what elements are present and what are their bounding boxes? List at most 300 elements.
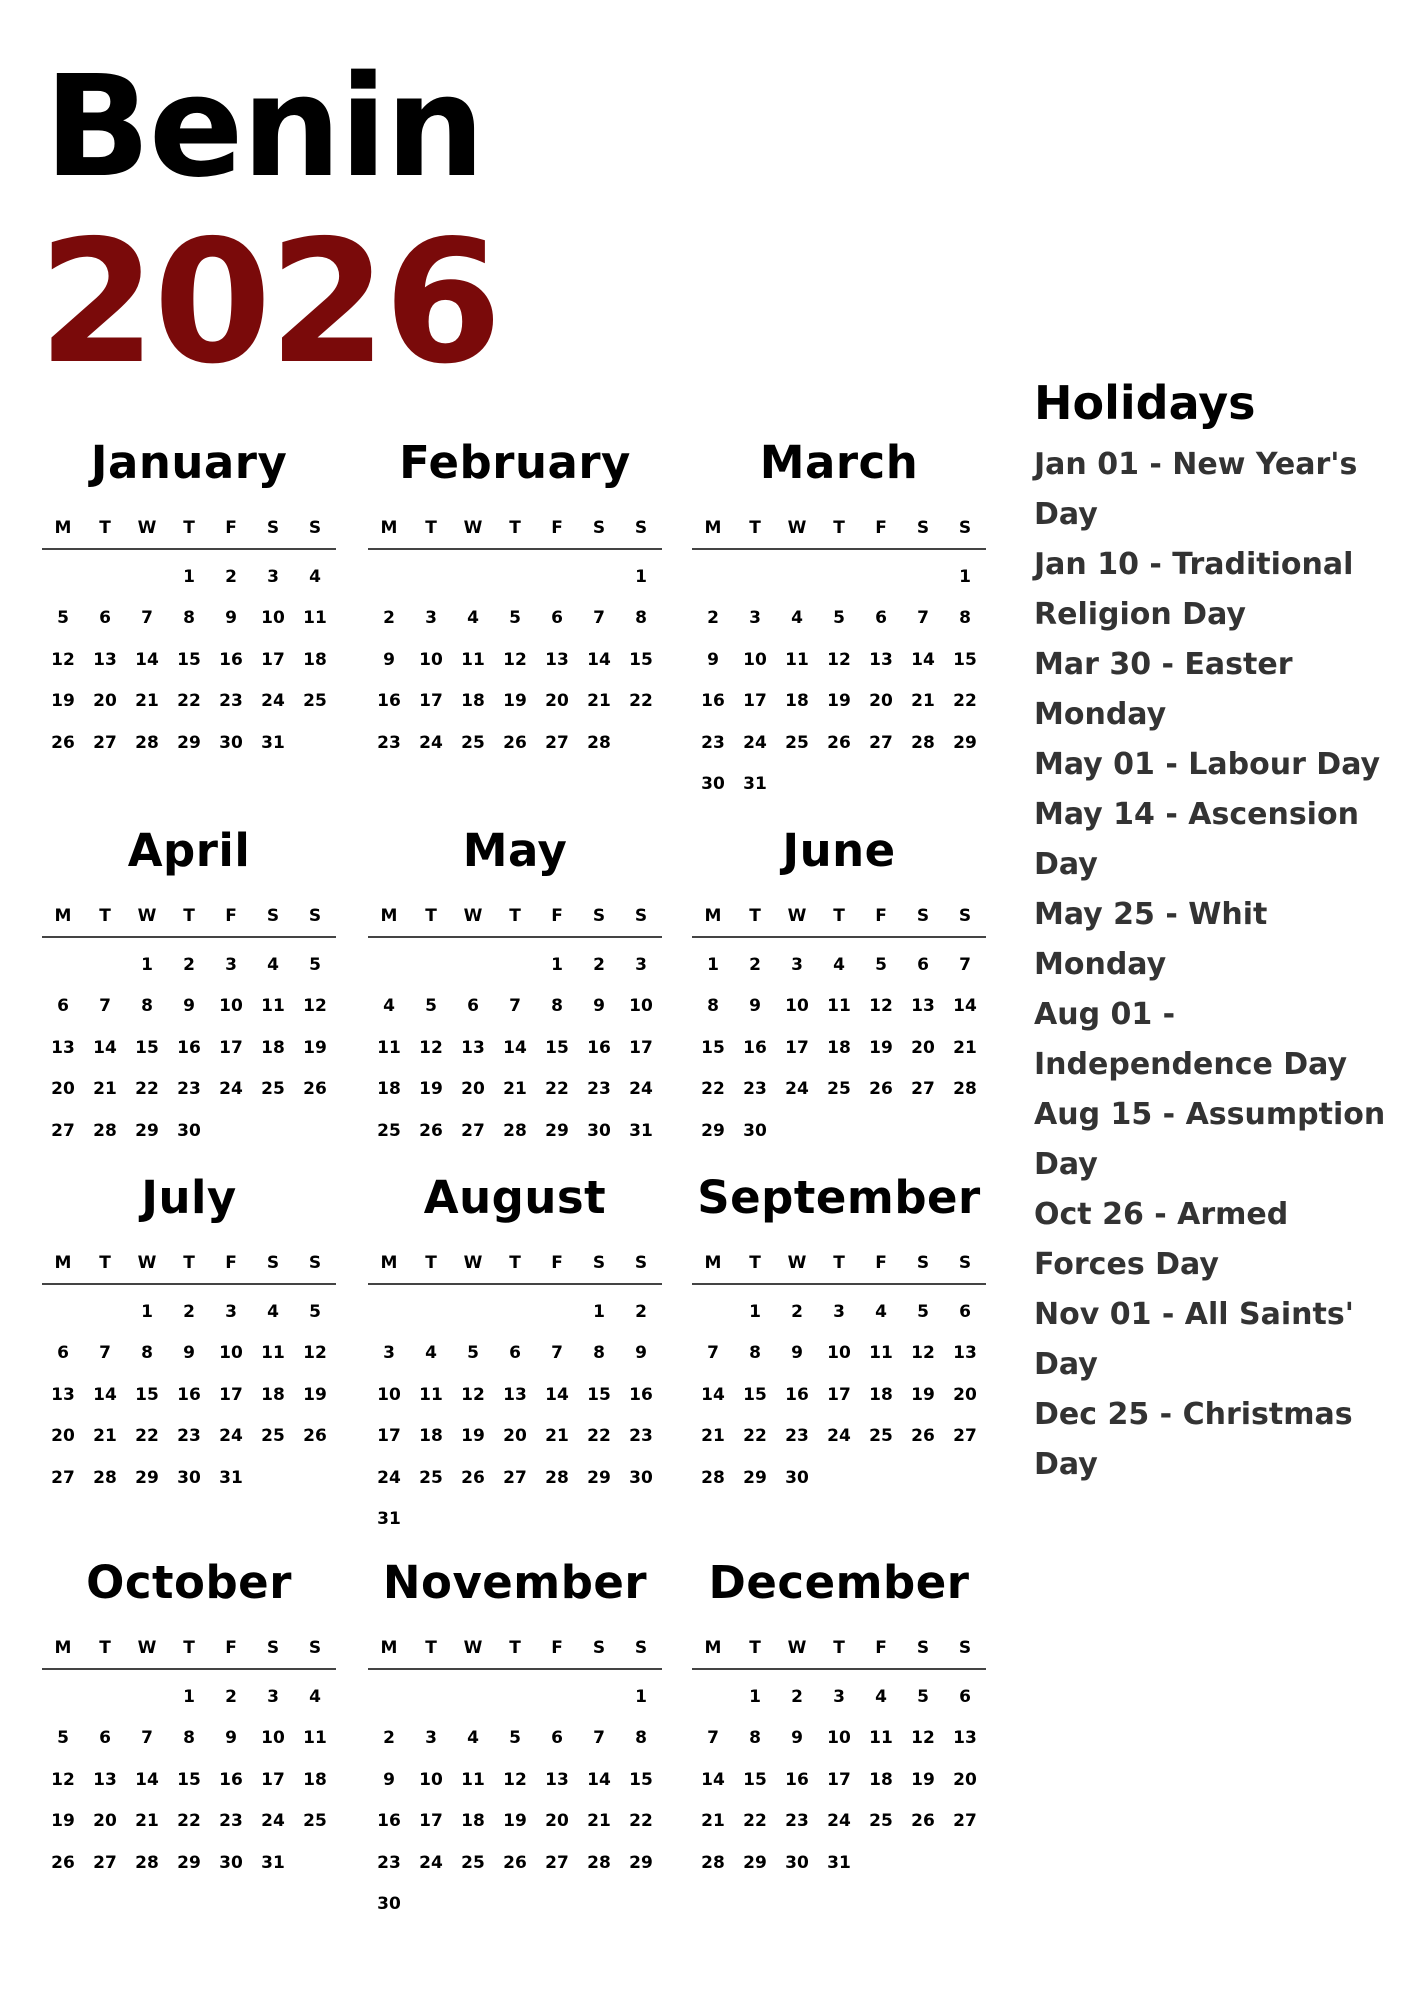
day-cell: 6 <box>57 996 69 1017</box>
day-cell: 7 <box>707 1728 719 1749</box>
day-cell: 10 <box>419 1769 443 1790</box>
weekday-label: F <box>225 518 237 538</box>
weekday-label: F <box>551 1638 563 1658</box>
day-cell: 5 <box>917 1301 929 1322</box>
weekday-label: S <box>266 518 280 538</box>
day-cell: 11 <box>419 1384 443 1405</box>
weekday-label: S <box>958 906 972 926</box>
day-cell: 14 <box>953 996 977 1017</box>
day-cell: 29 <box>953 732 977 753</box>
holiday-item: Dec 25 - Christmas Day <box>1034 1397 1353 1482</box>
day-cell: 4 <box>833 954 845 975</box>
day-cell: 23 <box>177 1426 201 1447</box>
day-cell: 22 <box>701 1079 725 1100</box>
day-cell: 19 <box>911 1384 935 1405</box>
day-cell: 13 <box>461 1037 485 1058</box>
day-cell: 7 <box>593 608 605 629</box>
day-cell: 14 <box>701 1769 725 1790</box>
day-cell: 14 <box>93 1384 117 1405</box>
month-october <box>42 1556 336 1884</box>
day-cell: 20 <box>545 691 569 712</box>
weekday-label: W <box>787 1253 807 1273</box>
day-cell: 2 <box>225 1686 237 1707</box>
day-cell: 27 <box>461 1120 485 1141</box>
day-cell: 14 <box>93 1037 117 1058</box>
day-cell: 19 <box>827 691 851 712</box>
day-cell: 19 <box>303 1037 327 1058</box>
day-cell: 23 <box>785 1811 809 1832</box>
day-cell: 25 <box>461 1852 485 1873</box>
day-cell: 2 <box>183 954 195 975</box>
day-cell: 20 <box>93 691 117 712</box>
day-cell: 25 <box>869 1811 893 1832</box>
day-cell: 30 <box>177 1467 201 1488</box>
weekday-label: T <box>99 906 111 926</box>
day-cell: 3 <box>425 608 437 629</box>
day-cell: 12 <box>827 649 851 670</box>
day-cell: 26 <box>911 1426 935 1447</box>
day-cell: 19 <box>461 1426 485 1447</box>
day-cell: 17 <box>785 1037 809 1058</box>
day-cell: 3 <box>833 1301 845 1322</box>
day-grid <box>368 1291 662 1540</box>
weekday-label: T <box>183 1253 195 1273</box>
day-cell: 4 <box>467 608 479 629</box>
day-cell: 3 <box>425 1728 437 1749</box>
day-cell: 12 <box>51 1769 75 1790</box>
weekday-label: W <box>463 1253 483 1273</box>
weekday-label: W <box>463 1638 483 1658</box>
day-cell: 29 <box>629 1852 653 1873</box>
weekday-label: S <box>916 1253 930 1273</box>
day-grid <box>368 944 662 1152</box>
day-cell: 18 <box>261 1384 285 1405</box>
weekday-label: T <box>99 1638 111 1658</box>
day-cell: 15 <box>629 1769 653 1790</box>
day-cell: 8 <box>183 608 195 629</box>
day-cell: 12 <box>503 1769 527 1790</box>
day-cell: 17 <box>219 1384 243 1405</box>
day-cell: 28 <box>587 732 611 753</box>
day-cell: 23 <box>587 1079 611 1100</box>
day-cell: 1 <box>707 954 719 975</box>
day-cell: 11 <box>827 996 851 1017</box>
weekday-label: M <box>380 1638 398 1658</box>
day-grid <box>42 556 336 764</box>
weekday-header <box>42 508 336 550</box>
day-cell: 23 <box>219 691 243 712</box>
weekday-label: M <box>54 1253 72 1273</box>
day-cell: 25 <box>261 1079 285 1100</box>
day-cell: 9 <box>707 649 719 670</box>
day-cell: 10 <box>261 608 285 629</box>
day-cell: 11 <box>303 1728 327 1749</box>
day-cell: 28 <box>701 1852 725 1873</box>
day-cell: 27 <box>545 732 569 753</box>
day-cell: 12 <box>911 1343 935 1364</box>
day-cell: 26 <box>503 1852 527 1873</box>
month-name: October <box>86 1556 292 1609</box>
day-cell: 21 <box>503 1079 527 1100</box>
weekday-label: S <box>266 906 280 926</box>
day-cell: 28 <box>911 732 935 753</box>
day-cell: 20 <box>545 1811 569 1832</box>
day-cell: 29 <box>743 1852 767 1873</box>
day-cell: 11 <box>869 1728 893 1749</box>
weekday-label: W <box>137 906 157 926</box>
weekday-label: M <box>54 518 72 538</box>
day-cell: 23 <box>219 1811 243 1832</box>
day-cell: 27 <box>51 1120 75 1141</box>
day-cell: 29 <box>701 1120 725 1141</box>
day-cell: 18 <box>827 1037 851 1058</box>
weekday-label: S <box>634 906 648 926</box>
day-cell: 20 <box>869 691 893 712</box>
day-cell: 31 <box>219 1467 243 1488</box>
weekday-label: F <box>225 1253 237 1273</box>
day-cell: 2 <box>791 1301 803 1322</box>
day-cell: 28 <box>953 1079 977 1100</box>
day-cell: 11 <box>377 1037 401 1058</box>
weekday-label: T <box>183 518 195 538</box>
day-cell: 19 <box>303 1384 327 1405</box>
holiday-item: Oct 26 - Armed Forces Day <box>1034 1197 1289 1282</box>
day-cell: 14 <box>701 1384 725 1405</box>
day-cell: 17 <box>629 1037 653 1058</box>
day-cell: 21 <box>911 691 935 712</box>
day-cell: 28 <box>503 1120 527 1141</box>
weekday-label: S <box>958 1253 972 1273</box>
day-cell: 6 <box>551 1728 563 1749</box>
day-cell: 8 <box>141 996 153 1017</box>
month-name: August <box>423 1171 607 1224</box>
day-cell: 27 <box>911 1079 935 1100</box>
weekday-label: F <box>225 906 237 926</box>
day-cell: 8 <box>551 996 563 1017</box>
day-cell: 5 <box>309 954 321 975</box>
day-cell: 10 <box>219 996 243 1017</box>
day-cell: 6 <box>509 1343 521 1364</box>
day-cell: 13 <box>545 649 569 670</box>
day-grid <box>42 1676 336 1884</box>
day-cell: 24 <box>261 691 285 712</box>
day-cell: 15 <box>545 1037 569 1058</box>
day-cell: 10 <box>377 1384 401 1405</box>
day-cell: 15 <box>135 1384 159 1405</box>
day-cell: 30 <box>785 1467 809 1488</box>
day-cell: 22 <box>743 1811 767 1832</box>
day-cell: 19 <box>911 1769 935 1790</box>
day-cell: 17 <box>419 1811 443 1832</box>
weekday-label: W <box>787 518 807 538</box>
weekday-label: S <box>308 906 322 926</box>
weekday-label: S <box>916 906 930 926</box>
month-may <box>368 824 662 1152</box>
day-cell: 26 <box>827 732 851 753</box>
day-cell: 9 <box>383 649 395 670</box>
day-cell: 23 <box>785 1426 809 1447</box>
day-cell: 31 <box>629 1120 653 1141</box>
holidays-panel <box>1034 376 1394 1490</box>
weekday-label: W <box>787 1638 807 1658</box>
weekday-label: S <box>592 1638 606 1658</box>
day-cell: 11 <box>461 649 485 670</box>
day-cell: 3 <box>635 954 647 975</box>
day-cell: 26 <box>911 1811 935 1832</box>
day-cell: 1 <box>183 566 195 587</box>
day-cell: 4 <box>309 1686 321 1707</box>
day-cell: 25 <box>827 1079 851 1100</box>
day-cell: 15 <box>701 1037 725 1058</box>
day-cell: 18 <box>377 1079 401 1100</box>
day-cell: 28 <box>587 1852 611 1873</box>
day-cell: 17 <box>743 691 767 712</box>
day-cell: 29 <box>743 1467 767 1488</box>
day-cell: 20 <box>953 1384 977 1405</box>
weekday-label: T <box>509 906 521 926</box>
day-cell: 21 <box>587 691 611 712</box>
day-cell: 31 <box>827 1852 851 1873</box>
month-november <box>368 1556 662 1925</box>
weekday-label: S <box>916 518 930 538</box>
day-cell: 10 <box>629 996 653 1017</box>
weekday-label: T <box>833 518 845 538</box>
day-cell: 23 <box>701 732 725 753</box>
day-cell: 24 <box>827 1426 851 1447</box>
day-cell: 29 <box>177 732 201 753</box>
weekday-label: M <box>54 1638 72 1658</box>
weekday-label: T <box>99 518 111 538</box>
weekday-header <box>692 896 986 938</box>
day-cell: 6 <box>99 1728 111 1749</box>
month-name: March <box>759 436 919 489</box>
weekday-label: T <box>183 1638 195 1658</box>
weekday-label: W <box>463 906 483 926</box>
holiday-item: Jan 01 - New Year's Day <box>1034 447 1358 532</box>
holiday-item: May 01 - Labour Day <box>1034 747 1381 782</box>
day-cell: 27 <box>869 732 893 753</box>
month-july <box>42 1171 336 1499</box>
day-cell: 27 <box>503 1467 527 1488</box>
day-cell: 30 <box>587 1120 611 1141</box>
day-cell: 5 <box>57 608 69 629</box>
day-cell: 29 <box>135 1467 159 1488</box>
day-cell: 26 <box>419 1120 443 1141</box>
day-cell: 1 <box>593 1301 605 1322</box>
weekday-label: W <box>787 906 807 926</box>
weekday-label: T <box>509 1638 521 1658</box>
day-cell: 20 <box>51 1426 75 1447</box>
day-cell: 8 <box>749 1343 761 1364</box>
month-april <box>42 824 336 1152</box>
day-cell: 18 <box>419 1426 443 1447</box>
day-cell: 25 <box>461 732 485 753</box>
weekday-label: S <box>958 1638 972 1658</box>
weekday-label: T <box>509 1253 521 1273</box>
day-cell: 22 <box>135 1079 159 1100</box>
day-cell: 28 <box>93 1120 117 1141</box>
weekday-label: M <box>380 518 398 538</box>
day-cell: 5 <box>57 1728 69 1749</box>
day-cell: 17 <box>261 649 285 670</box>
day-cell: 8 <box>183 1728 195 1749</box>
day-cell: 6 <box>57 1343 69 1364</box>
day-grid <box>692 556 986 805</box>
day-cell: 4 <box>267 1301 279 1322</box>
holiday-item: Mar 30 - Easter Monday <box>1034 647 1293 732</box>
day-cell: 28 <box>93 1467 117 1488</box>
day-cell: 30 <box>219 1852 243 1873</box>
weekday-header <box>42 1243 336 1285</box>
day-cell: 19 <box>51 691 75 712</box>
day-cell: 28 <box>701 1467 725 1488</box>
day-cell: 22 <box>587 1426 611 1447</box>
day-cell: 9 <box>183 996 195 1017</box>
weekday-label: M <box>380 1253 398 1273</box>
day-grid <box>368 556 662 764</box>
weekday-label: W <box>463 518 483 538</box>
day-cell: 6 <box>875 608 887 629</box>
day-cell: 2 <box>225 566 237 587</box>
day-cell: 6 <box>959 1686 971 1707</box>
day-cell: 20 <box>911 1037 935 1058</box>
day-cell: 28 <box>135 1852 159 1873</box>
day-cell: 25 <box>303 1811 327 1832</box>
weekday-label: T <box>749 1253 761 1273</box>
day-cell: 2 <box>635 1301 647 1322</box>
weekday-label: M <box>704 1253 722 1273</box>
day-cell: 12 <box>503 649 527 670</box>
day-cell: 6 <box>917 954 929 975</box>
day-cell: 29 <box>135 1120 159 1141</box>
month-december <box>692 1556 986 1884</box>
weekday-label: F <box>875 518 887 538</box>
weekday-label: T <box>425 1638 437 1658</box>
day-cell: 8 <box>707 996 719 1017</box>
month-name: December <box>708 1556 970 1609</box>
day-cell: 15 <box>177 649 201 670</box>
day-cell: 21 <box>93 1079 117 1100</box>
day-cell: 10 <box>219 1343 243 1364</box>
day-cell: 24 <box>419 1852 443 1873</box>
day-cell: 4 <box>309 566 321 587</box>
weekday-label: T <box>425 518 437 538</box>
day-cell: 26 <box>51 732 75 753</box>
day-cell: 10 <box>419 649 443 670</box>
day-cell: 6 <box>551 608 563 629</box>
day-cell: 12 <box>51 649 75 670</box>
day-cell: 5 <box>509 1728 521 1749</box>
day-cell: 12 <box>419 1037 443 1058</box>
day-cell: 26 <box>303 1426 327 1447</box>
day-cell: 12 <box>869 996 893 1017</box>
weekday-header <box>692 1243 986 1285</box>
day-cell: 28 <box>135 732 159 753</box>
day-cell: 8 <box>593 1343 605 1364</box>
day-cell: 4 <box>467 1728 479 1749</box>
day-cell: 24 <box>419 732 443 753</box>
day-cell: 21 <box>93 1426 117 1447</box>
day-cell: 15 <box>743 1769 767 1790</box>
month-name: July <box>141 1171 237 1224</box>
day-cell: 4 <box>425 1343 437 1364</box>
day-cell: 4 <box>791 608 803 629</box>
day-cell: 14 <box>911 649 935 670</box>
day-cell: 13 <box>93 1769 117 1790</box>
weekday-label: S <box>592 906 606 926</box>
weekday-label: T <box>183 906 195 926</box>
day-cell: 14 <box>135 649 159 670</box>
weekday-label: S <box>592 1253 606 1273</box>
day-cell: 26 <box>51 1852 75 1873</box>
day-cell: 21 <box>701 1811 725 1832</box>
weekday-label: M <box>380 906 398 926</box>
weekday-label: W <box>137 1253 157 1273</box>
day-cell: 22 <box>629 1811 653 1832</box>
day-cell: 29 <box>545 1120 569 1141</box>
day-cell: 15 <box>743 1384 767 1405</box>
day-cell: 17 <box>261 1769 285 1790</box>
day-cell: 23 <box>743 1079 767 1100</box>
day-cell: 9 <box>749 996 761 1017</box>
day-cell: 8 <box>635 608 647 629</box>
day-cell: 3 <box>749 608 761 629</box>
day-cell: 21 <box>545 1426 569 1447</box>
weekday-label: T <box>509 518 521 538</box>
calendar-title-country: Benin <box>44 46 483 209</box>
day-cell: 16 <box>629 1384 653 1405</box>
day-cell: 11 <box>869 1343 893 1364</box>
day-cell: 5 <box>917 1686 929 1707</box>
day-grid <box>42 1291 336 1499</box>
day-cell: 18 <box>261 1037 285 1058</box>
day-cell: 7 <box>707 1343 719 1364</box>
weekday-header <box>692 508 986 550</box>
calendar-title-year: 2026 <box>38 204 500 402</box>
day-cell: 10 <box>785 996 809 1017</box>
day-cell: 21 <box>135 691 159 712</box>
day-cell: 12 <box>303 1343 327 1364</box>
day-cell: 23 <box>177 1079 201 1100</box>
day-cell: 2 <box>593 954 605 975</box>
day-cell: 9 <box>225 608 237 629</box>
weekday-label: T <box>833 906 845 926</box>
weekday-label: T <box>749 518 761 538</box>
weekday-label: T <box>425 906 437 926</box>
day-cell: 18 <box>461 1811 485 1832</box>
day-cell: 9 <box>383 1769 395 1790</box>
day-cell: 1 <box>551 954 563 975</box>
day-cell: 30 <box>785 1852 809 1873</box>
day-cell: 19 <box>869 1037 893 1058</box>
day-cell: 5 <box>875 954 887 975</box>
day-cell: 3 <box>225 954 237 975</box>
day-cell: 17 <box>827 1384 851 1405</box>
day-cell: 7 <box>141 1728 153 1749</box>
day-cell: 18 <box>303 1769 327 1790</box>
day-cell: 9 <box>791 1343 803 1364</box>
day-cell: 17 <box>219 1037 243 1058</box>
day-cell: 4 <box>875 1686 887 1707</box>
day-cell: 3 <box>267 1686 279 1707</box>
day-cell: 1 <box>141 954 153 975</box>
month-name: May <box>462 824 568 877</box>
holiday-item: May 14 - Ascension Day <box>1034 797 1359 882</box>
day-cell: 23 <box>377 1852 401 1873</box>
day-cell: 14 <box>587 649 611 670</box>
day-cell: 16 <box>743 1037 767 1058</box>
day-cell: 30 <box>743 1120 767 1141</box>
